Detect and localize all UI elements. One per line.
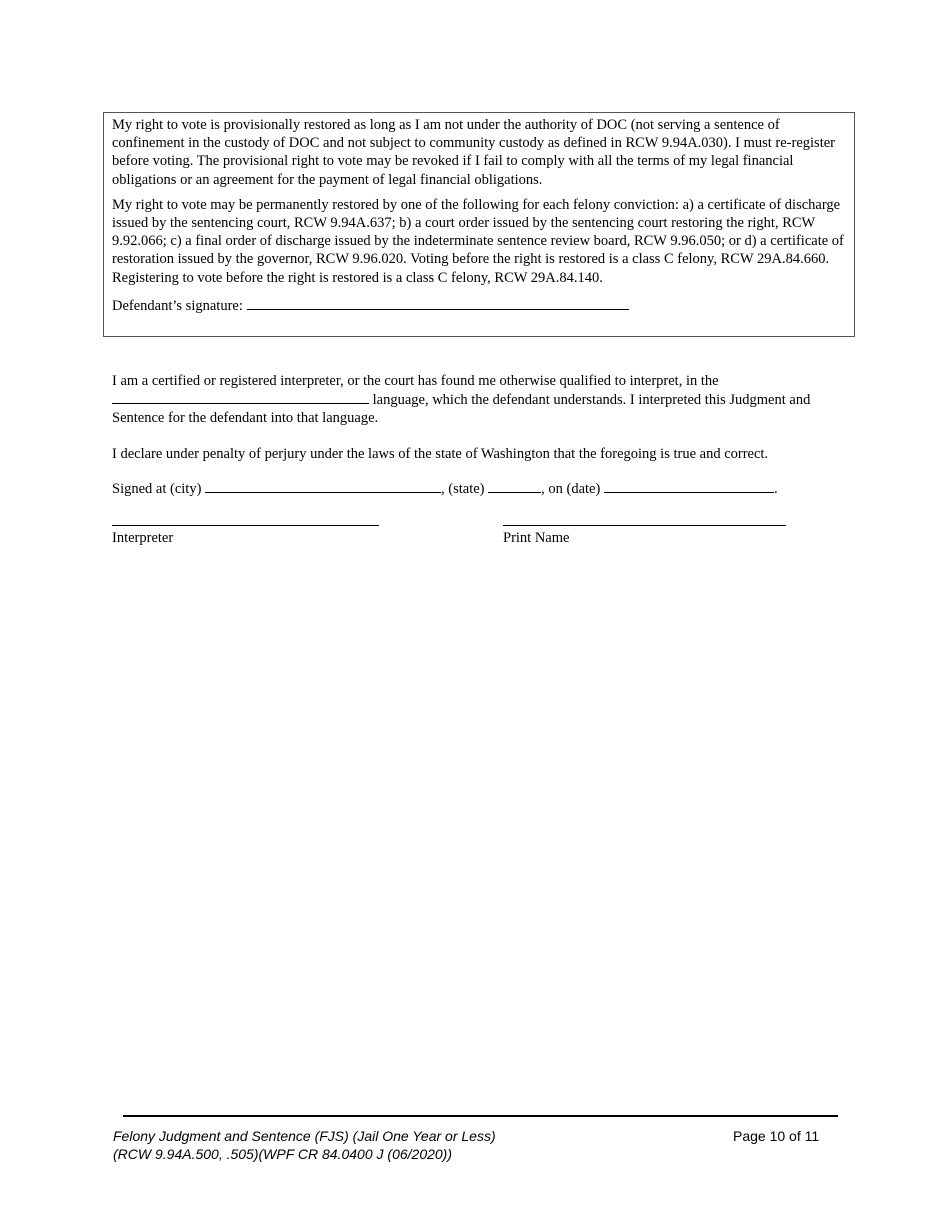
interpreter-label: Interpreter [112, 530, 174, 546]
date-blank[interactable] [604, 479, 774, 493]
page-number: Page 10 of 11 [733, 1128, 820, 1144]
footer-divider [123, 1115, 838, 1117]
date-label: , on (date) [541, 481, 604, 497]
perjury-declaration: I declare under penalty of perjury under the laws of the state of Washington that the foregoing is true and correct. [112, 446, 769, 462]
footer-form-title: Felony Judgment and Sentence (FJS) (Jail One Year or Less) [113, 1128, 496, 1144]
provisional-restoration-paragraph: My right to vote is provisionally restored as long as I am not under the authority of DOC (not serving a sentence of confinement in the custody of DOC and not subject to community custody as defined in RCW 9.94A.030). I must re-register before voting. The provisional right to vote may be revoked if I fail to comply with all the terms of my legal financial obligations or an agreement for the payment of legal financial obligations. [112, 117, 835, 188]
interpreter-signature-line[interactable] [112, 525, 379, 526]
defendant-signature-label: Defendant’s signature: [112, 297, 247, 314]
state-label: , (state) [441, 481, 489, 497]
interpreter-statement-intro: I am a certified or registered interpreter, or the court has found me otherwise qualified to interpret, in the [112, 373, 719, 389]
end-period: . [773, 481, 778, 497]
print-name-line[interactable] [503, 525, 786, 526]
state-blank[interactable] [488, 479, 541, 493]
print-name-label: Print Name [503, 530, 570, 546]
interpreter-statement [112, 372, 842, 428]
voting-rights-notice [103, 112, 855, 337]
interpreter-statement-rest: language, which the defendant understands. I interpreted this Judgment and Sentence for the defendant into that language. [112, 392, 811, 427]
footer-form-citation: (RCW 9.94A.500, .505)(WPF CR 84.0400 J (06/2020)) [113, 1146, 453, 1162]
city-blank[interactable] [205, 479, 441, 493]
defendant-signature-line[interactable] [247, 295, 629, 310]
defendant-signature-row [112, 295, 846, 315]
permanent-restoration-paragraph: My right to vote may be permanently restored by one of the following for each felony conviction: a) a certificate of discharge issued by the sentencing court, RCW 9.94A.637; b) a court order issued by the sentencing court restoring the right, RCW 9.92.066; c) a final order of discharge issued by the indeterminate sentence review board, RCW 9.96.050; or d) a certificate of restoration issued by the governor, RCW 9.96.020. Voting before the right is restored is a class C felony, RCW 29A.84.660. Registering to vote before the right is restored is a class C felony, RCW 29A.84.140. [112, 196, 844, 286]
language-blank[interactable] [112, 390, 369, 404]
signed-at-city-label: Signed at (city) [112, 481, 206, 497]
signed-at-row [112, 479, 842, 498]
footer-form-info [113, 1127, 496, 1163]
